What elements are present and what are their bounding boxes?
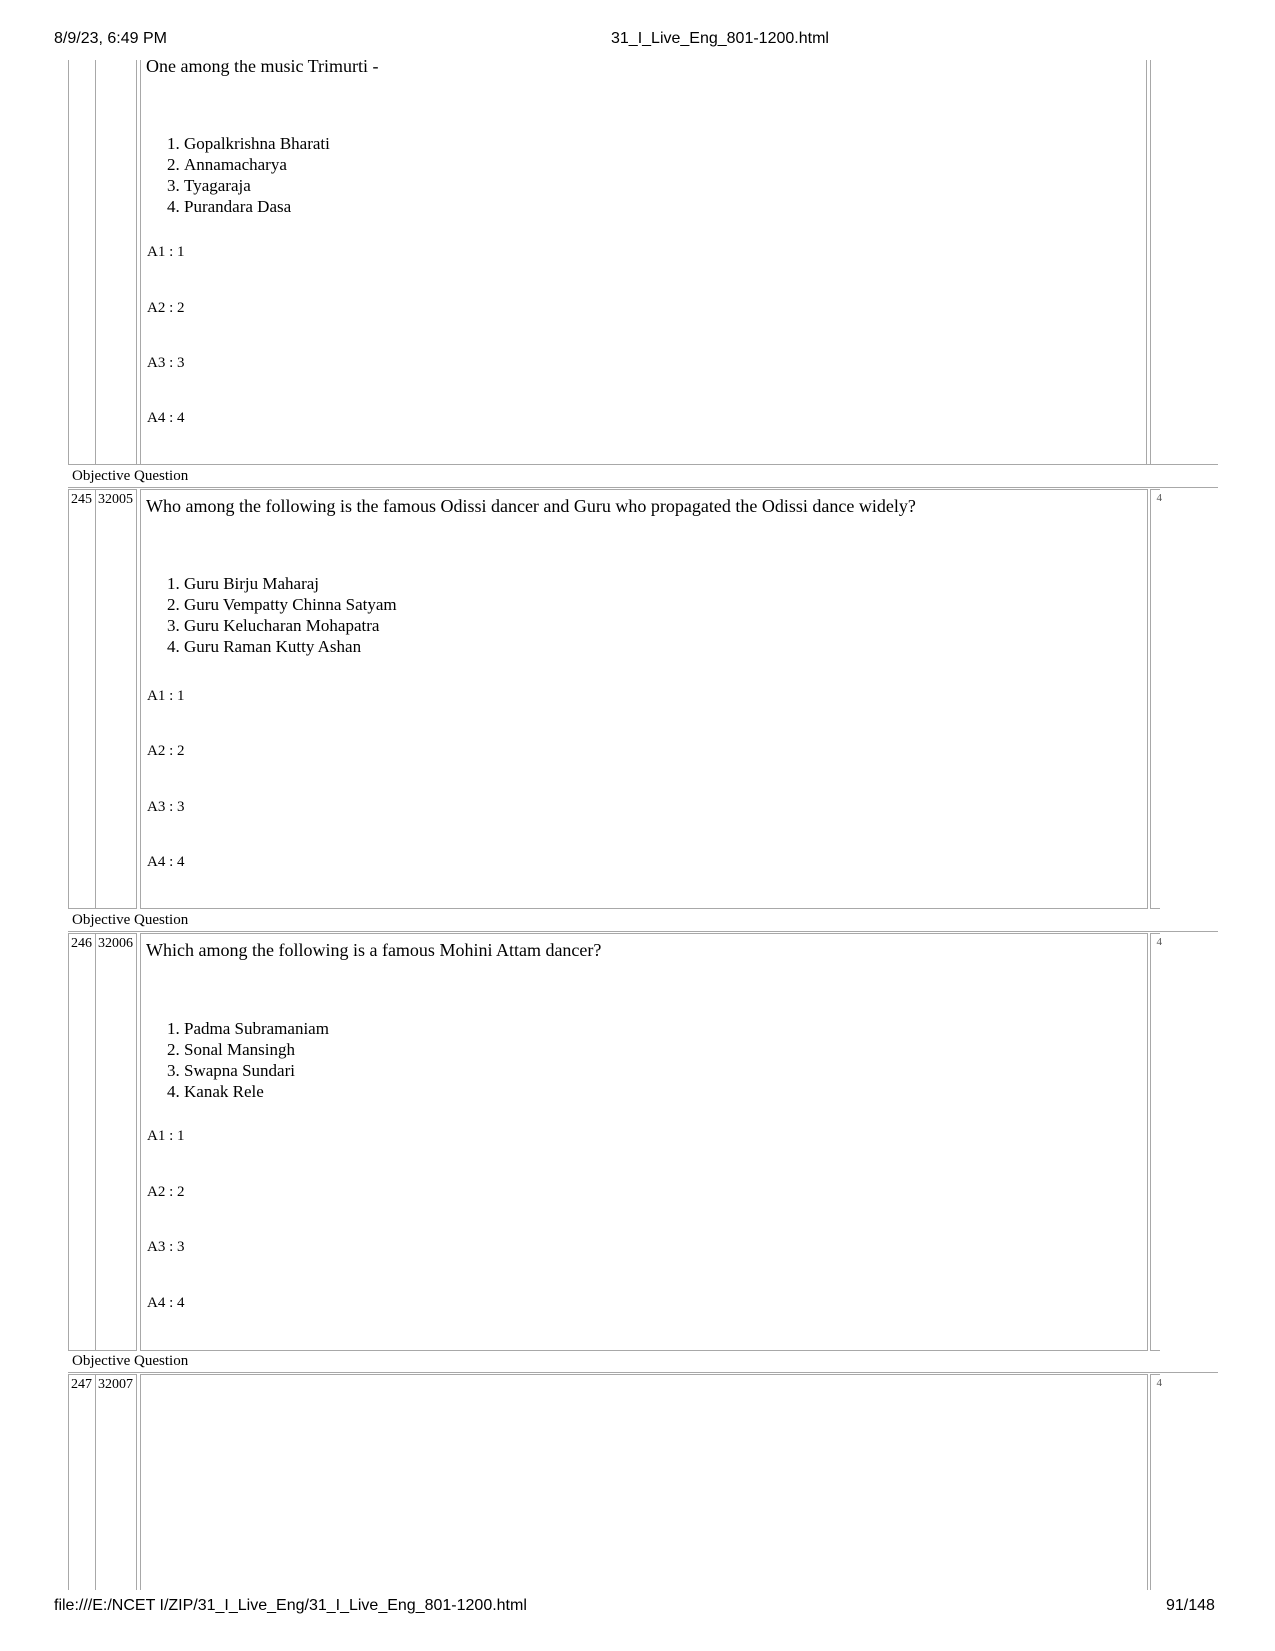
row-divider xyxy=(68,1372,1218,1373)
option-item: 3. Tyagaraja xyxy=(184,175,330,196)
option-item: 3. Guru Kelucharan Mohapatra xyxy=(184,615,397,636)
column-line xyxy=(1150,60,1151,465)
question-id-cell xyxy=(95,933,137,1351)
question-number-cell xyxy=(68,489,96,909)
answer-a2: A2 : 2 xyxy=(147,300,185,316)
question-block-245 xyxy=(68,489,1218,909)
question-id: 32005 xyxy=(98,492,133,507)
column-line xyxy=(140,60,141,465)
marks-value: 4 xyxy=(1156,1377,1162,1389)
option-item: 1. Gopalkrishna Bharati xyxy=(184,133,330,154)
answer-a3: A3 : 3 xyxy=(147,355,185,371)
row-divider xyxy=(68,931,1218,932)
option-item: 2. Guru Vempatty Chinna Satyam xyxy=(184,594,397,615)
question-text: One among the music Trimurti - xyxy=(146,60,379,76)
option-item: 4. Guru Raman Kutty Ashan xyxy=(184,636,397,657)
answer-a3: A3 : 3 xyxy=(147,1239,185,1255)
question-number-cell xyxy=(68,933,96,1351)
option-item: 2. Sonal Mansingh xyxy=(184,1039,329,1060)
page-number: 91/148 xyxy=(1166,1597,1215,1614)
option-item: 1. Guru Birju Maharaj xyxy=(184,573,397,594)
question-block-previous xyxy=(68,60,1218,480)
answer-a4: A4 : 4 xyxy=(147,854,185,870)
document-title: 31_I_Live_Eng_801-1200.html xyxy=(611,30,829,47)
option-item: 2. Annamacharya xyxy=(184,154,330,175)
question-type-label: Objective Question xyxy=(72,1353,189,1369)
option-item: 4. Purandara Dasa xyxy=(184,196,330,217)
row-divider xyxy=(68,464,1218,465)
options-list xyxy=(164,1018,329,1102)
question-body-cell xyxy=(140,933,1148,1351)
question-number: 246 xyxy=(71,936,92,951)
question-type-label: Objective Question xyxy=(72,468,189,484)
question-table xyxy=(68,60,1218,1590)
question-id-cell xyxy=(95,1374,137,1590)
answer-a1: A1 : 1 xyxy=(147,688,185,704)
question-number: 245 xyxy=(71,492,92,507)
marks-cell xyxy=(1150,489,1160,909)
answer-a4: A4 : 4 xyxy=(147,410,185,426)
answer-a2: A2 : 2 xyxy=(147,743,185,759)
question-text: Who among the following is the famous Odissi dancer and Guru who propagated the Odissi dance widely? xyxy=(146,496,916,516)
file-path: file:///E:/NCET I/ZIP/31_I_Live_Eng/31_I_Live_Eng_801-1200.html xyxy=(54,1597,527,1614)
marks-cell xyxy=(1150,933,1160,1351)
question-id: 32006 xyxy=(98,936,133,951)
question-type-label: Objective Question xyxy=(72,912,189,928)
marks-cell xyxy=(1150,1374,1160,1590)
options-list xyxy=(164,133,330,217)
question-number-cell xyxy=(68,1374,96,1590)
column-line xyxy=(136,60,137,465)
question-block-246 xyxy=(68,933,1218,1351)
answer-a1: A1 : 1 xyxy=(147,1128,185,1144)
answer-a4: A4 : 4 xyxy=(147,1295,185,1311)
option-item: 3. Swapna Sundari xyxy=(184,1060,329,1081)
answer-a3: A3 : 3 xyxy=(147,799,185,815)
question-body-cell xyxy=(140,1374,1148,1590)
print-datetime: 8/9/23, 6:49 PM xyxy=(54,30,167,47)
question-id: 32007 xyxy=(98,1377,133,1392)
question-body-cell xyxy=(140,489,1148,909)
option-item: 1. Padma Subramaniam xyxy=(184,1018,329,1039)
marks-value: 4 xyxy=(1156,936,1162,948)
options-list xyxy=(164,573,397,657)
answer-a1: A1 : 1 xyxy=(147,244,185,260)
column-line xyxy=(95,60,96,465)
question-id-cell xyxy=(95,489,137,909)
option-item: 4. Kanak Rele xyxy=(184,1081,329,1102)
marks-value: 4 xyxy=(1156,492,1162,504)
column-line xyxy=(68,60,69,465)
row-divider xyxy=(68,487,1218,488)
column-line xyxy=(1146,60,1147,465)
question-number: 247 xyxy=(71,1377,92,1392)
question-text: Which among the following is a famous Mohini Attam dancer? xyxy=(146,940,602,960)
question-block-247 xyxy=(68,1374,1218,1590)
answer-a2: A2 : 2 xyxy=(147,1184,185,1200)
